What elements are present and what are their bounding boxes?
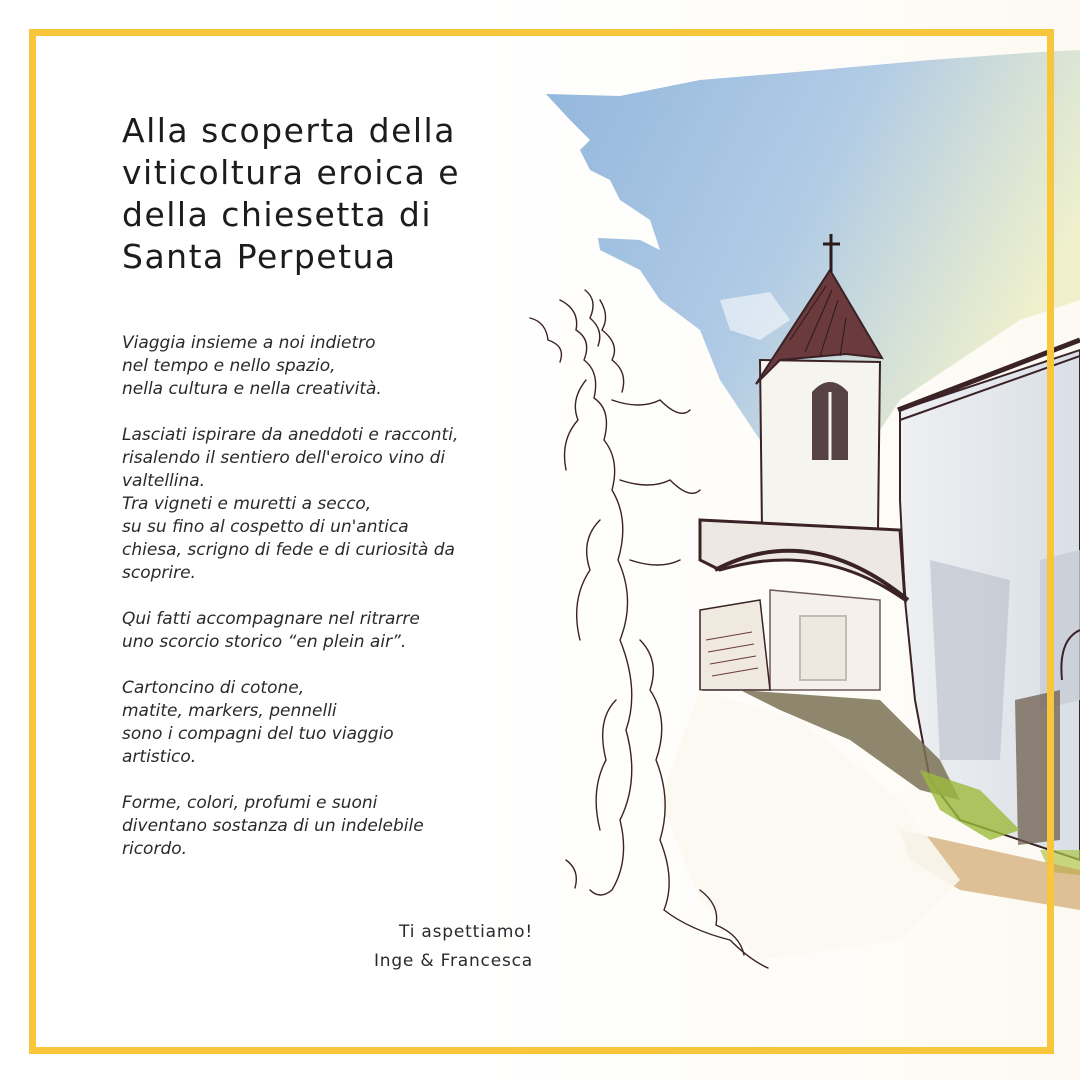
- body-line: diventano sostanza di un indelebile: [122, 816, 424, 836]
- body-line: artistico.: [122, 747, 197, 767]
- body-line: Viaggia insieme a noi indietro: [122, 333, 376, 353]
- body-line: matite, markers, pennelli: [122, 701, 337, 721]
- body-line: Tra vigneti e muretti a secco,: [122, 494, 372, 514]
- paragraph-materials: [122, 677, 552, 769]
- body-line: Qui fatti accompagnare nel ritrarre: [122, 609, 420, 629]
- body-line: Forme, colori, profumi e suoni: [122, 793, 378, 813]
- body-line: uno scorcio storico “en plein air”.: [122, 632, 407, 652]
- paragraph-story: [122, 424, 552, 585]
- signoff: [374, 918, 533, 976]
- paragraph-intro: [122, 332, 552, 401]
- page-title: [122, 110, 542, 278]
- body-line: nel tempo e nello spazio,: [122, 356, 336, 376]
- body-line: risalendo il sentiero dell'eroico vino di: [122, 448, 446, 468]
- body-text: [122, 332, 552, 884]
- title-line: viticoltura eroica e: [122, 153, 461, 192]
- greeting: Ti aspettiamo!: [399, 922, 533, 942]
- body-line: scoprire.: [122, 563, 196, 583]
- signature: Inge & Francesca: [373, 951, 533, 971]
- body-line: valtellina.: [122, 471, 206, 491]
- title-line: Alla scoperta della: [122, 111, 456, 150]
- body-line: chiesa, scrigno di fede e di curiosità da: [122, 540, 455, 560]
- title-line: Santa Perpetua: [122, 237, 397, 276]
- body-line: nella cultura e nella creatività.: [122, 379, 382, 399]
- title-line: della chiesetta di: [122, 195, 433, 234]
- body-line: Cartoncino di cotone,: [122, 678, 305, 698]
- body-line: Lasciati ispirare da aneddoti e racconti,: [122, 425, 459, 445]
- body-line: ricordo.: [122, 839, 188, 859]
- body-line: sono i compagni del tuo viaggio: [122, 724, 394, 744]
- body-line: su su fino al cospetto di un'antica: [122, 517, 409, 537]
- paragraph-plein-air: [122, 608, 552, 654]
- paragraph-closing: [122, 792, 552, 861]
